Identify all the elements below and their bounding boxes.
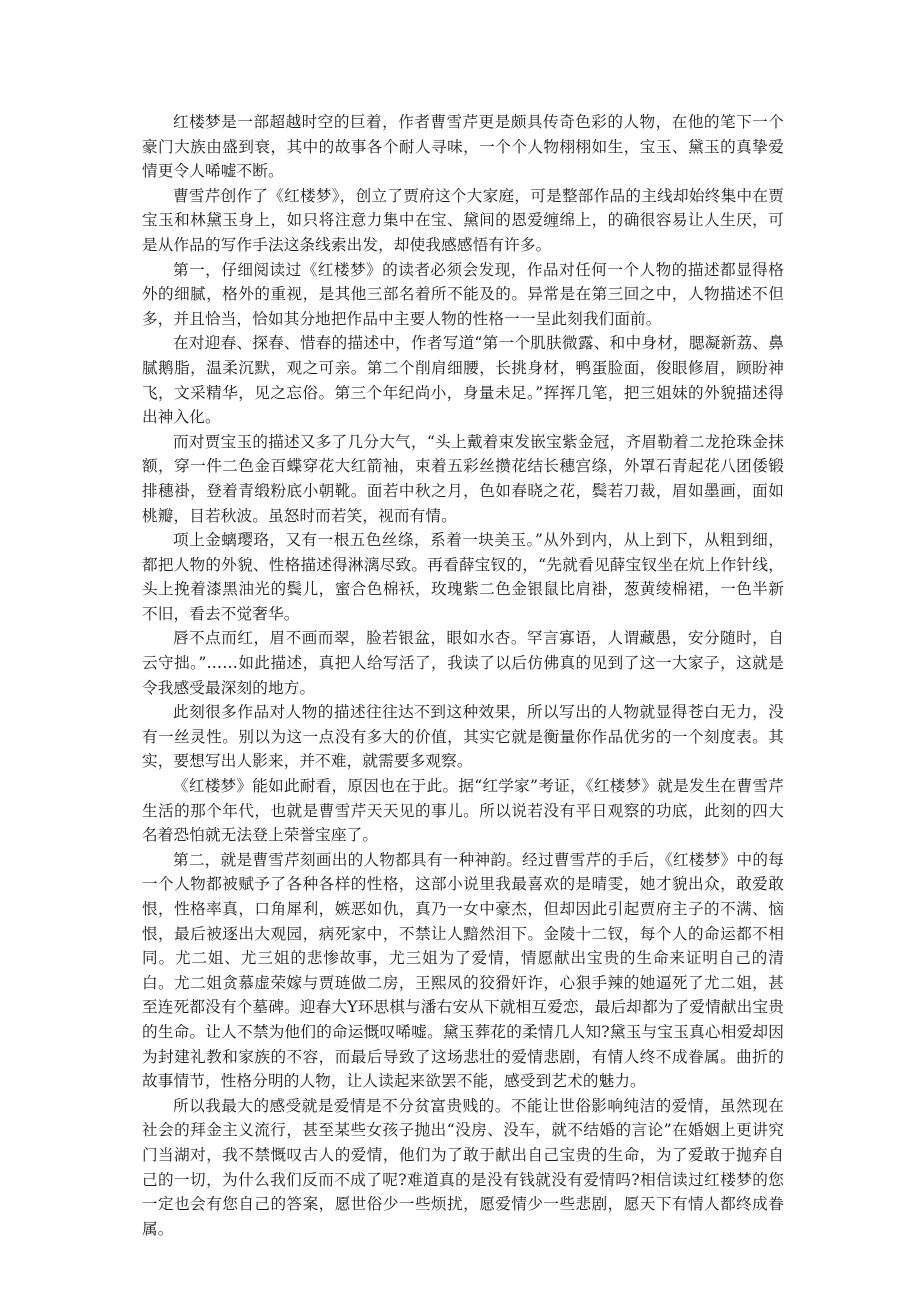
- paragraph-8: 此刻很多作品对人物的描述往往达不到这种效果，所以写出的人物就显得苍白无力，没有一丝灵性。别以为这一点没有多大的价值，其实它就是衡量你作品优劣的一个刻度表。其实，要想写出人影来，并不难，就需要多观察。: [142, 703, 784, 771]
- paragraph-1: 红楼梦是一部超越时空的巨着，作者曹雪芹更是颇具传奇色彩的人物，在他的笔下一个豪门大族由盛到衰，其中的故事各个耐人寻味，一个个人物栩栩如生，宝玉、黛玉的真挚爱情更令人唏嘘不断。: [142, 113, 784, 181]
- paragraph-6: 项上金螭璎珞，又有一根五色丝绦，系着一块美玉。”从外到内，从上到下，从粗到细，都把人物的外貌、性格描述得淋漓尽致。再看薛宝钗的，“先就看见薛宝钗坐在炕上作针线，头上挽着漆黑油光的鬓儿，蜜合色棉袄，玫瑰紫二色金银鼠比肩褂，葱黄绫棉裙，一色半新不旧，看去不觉奢华。: [142, 531, 784, 623]
- paragraph-9: 《红楼梦》能如此耐看，原因也在于此。据“红学家”考证，《红楼梦》就是发生在曹雪芹生活的那个年代，也就是曹雪芹天天见的事儿。所以说若没有平日观察的功底，此刻的四大名着恐怕就无法登上荣誉宝座了。: [142, 777, 784, 845]
- paragraph-10: 第二，就是曹雪芹刻画出的人物都具有一种神韵。经过曹雪芹的手后，《红楼梦》中的每一个人物都被赋予了各种各样的性格，这部小说里我最喜欢的是晴雯，她才貌出众，敢爱敢恨，性格率真，口角犀利，嫉恶如仇，真乃一女中豪杰，但却因此引起贾府主子的不满、恼恨，最后被逐出大观园，病死家中，不禁让人黯然泪下。金陵十二钗，每个人的命运都不相同。尤二姐、尤三姐的悲惨故事，尤三姐为了爱情，情愿献出宝贵的生命来证明自己的清白。尤二姐贪慕虚荣嫁与贾琏做二房，王熙凤的狡猾奸诈，心狠手辣的她逼死了尤二姐，甚至连死都没有个墓碑。迎春大Y环思棋与潘右安从下就相互爱恋，最后却都为了爱情献出宝贵的生命。让人不禁为他们的命运慨叹唏嘘。黛玉葬花的柔情几人知?黛玉与宝玉真心相爱却因为封建礼教和家族的不容，而最后导致了这场悲壮的爱情悲剧，有情人终不成眷属。曲折的故事情节，性格分明的人物，让人读起来欲罢不能，感受到艺术的魅力。: [142, 850, 784, 1091]
- paragraph-3: 第一，仔细阅读过《红楼梦》的读者必须会发现，作品对任何一个人物的描述都显得格外的细腻，格外的重视，是其他三部名着所不能及的。异常是在第三回之中，人物描述不但多，并且恰当，恰如其分地把作品中主要人物的性格一一呈此刻我们面前。: [142, 260, 784, 328]
- paragraph-5: 而对贾宝玉的描述又多了几分大气，“头上戴着束发嵌宝紫金冠，齐眉勒着二龙抢珠金抹额，穿一件二色金百蝶穿花大红箭袖，束着五彩丝攒花结长穗宫绦，外罩石青起花八团倭锻排穗褂，登着青缎粉底小朝靴。面若中秋之月，色如春晓之花，鬓若刀裁，眉如墨画，面如桃瓣，目若秋波。虽怒时而若笑，视而有情。: [142, 432, 784, 525]
- paragraph-2: 曹雪芹创作了《红楼梦》，创立了贾府这个大家庭，可是整部作品的主线却始终集中在贾宝玉和林黛玉身上，如只将注意力集中在宝、黛间的恩爱缠绵上，的确很容易让人生厌，可是从作品的写作手法这条线索出发，却使我感感悟有许多。: [142, 186, 784, 254]
- document-body: [142, 110, 784, 1241]
- paragraph-4: 在对迎春、探春、惜春的描述中，作者写道“第一个肌肤微露、和中身材，腮凝新荔、鼻腻鹅脂，温柔沉默，观之可亲。第二个削肩细腰，长挑身材，鸭蛋脸面，俊眼修眉，顾盼神飞，文采精华，见之忘俗。第三个年纪尚小，身量未足。”挥挥几笔，把三姐妹的外貌描述得出神入化。: [142, 334, 784, 427]
- paragraph-11: 所以我最大的感受就是爱情是不分贫富贵贱的。不能让世俗影响纯洁的爱情，虽然现在社会的拜金主义流行，甚至某些女孩子抛出“没房、没车，就不结婚的言论”在婚姻上更讲究门当湖对，我不禁慨叹古人的爱情，他们为了敢于献出自己宝贵的生命，为了爱敢于抛弃自己的一切，为什么我们反而不成了呢?难道真的是没有钱就没有爱情吗?相信读过红楼梦的您一定也会有您自己的答案，愿世俗少一些烦扰，愿爱情少一些悲剧，愿天下有情人都终成眷属。: [142, 1096, 784, 1238]
- paragraph-7: 唇不点而红，眉不画而翠，脸若银盆，眼如水杏。罕言寡语，人谓藏愚，安分随时，自云守拙。”……如此描述，真把人给写活了，我读了以后仿佛真的见到了这一大家子，这就是令我感受最深刻的地方。: [142, 629, 784, 697]
